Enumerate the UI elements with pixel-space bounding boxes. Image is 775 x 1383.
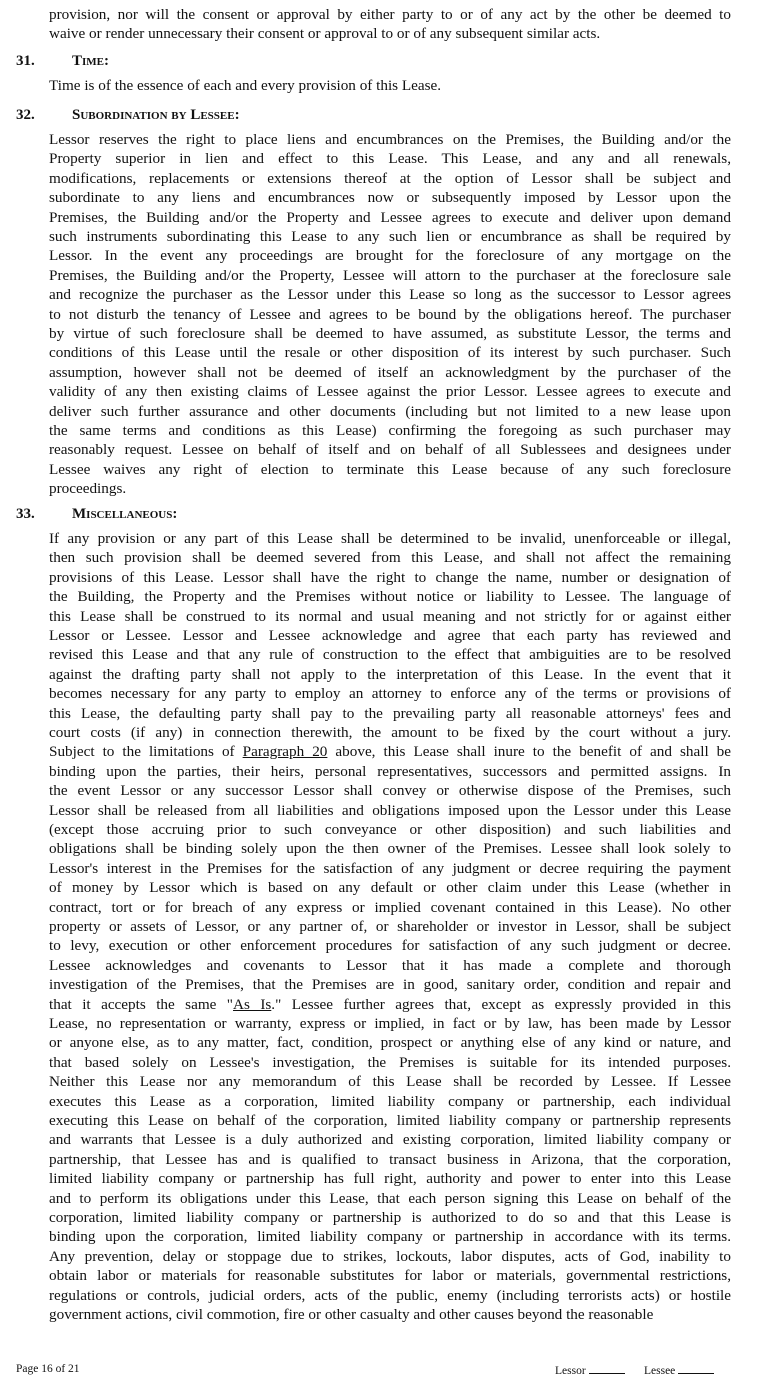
paragraph-line: waive or render unnecessary their consent or approval to or of any subsequent similar acts.	[49, 25, 601, 43]
paragraph-line: this Lease shall be construed to its normal and usual meaning and not strictly for or against either	[49, 607, 731, 625]
lessee-label: Lessee	[644, 1365, 676, 1377]
section-heading: Time:	[72, 53, 109, 69]
paragraph-line: or anyone else, as to any matter, fact, condition, prospect or anything else of any kind or nature, and	[49, 1034, 731, 1052]
paragraph-line: property or assets of Lessor, or any partner of, or shareholder or investor in Lessor, shall be subject	[49, 918, 731, 935]
paragraph-line: executing this Lease on behalf of the corporation, limited liability company or partnership represents	[49, 1112, 731, 1129]
paragraph-line: conditions of this Lease until the resale or other disposition of its interest by such purchaser. Such	[49, 344, 731, 362]
paragraph-line: then such provision shall be deemed severed from this Lease, and shall not affect the remaining	[49, 549, 731, 567]
paragraph-line: provisions of this Lease. Lessor shall have the right to change the name, number or designation of	[49, 568, 731, 586]
paragraph-line: government actions, civil commotion, fire or other casualty and other causes beyond the reasonable	[49, 1306, 654, 1323]
paragraph-line: the event Lessor or any successor Lessor shall convey or otherwise dispose of the Premises, such	[49, 782, 731, 800]
paragraph-line: partnership, that Lessee has and is qualified to transact business in Arizona, that the corporation,	[49, 1150, 731, 1168]
paragraph-line: court costs (if any) in connection therewith, the amount to be fixed by the court without a jury.	[49, 724, 731, 741]
paragraph-line: becomes necessary for any party to employ an attorney to enforce any of the terms or provisions of	[49, 685, 731, 703]
paragraph-line: obtain labor or materials for reasonable substitutes for labor or materials, governmental restrictions,	[49, 1267, 731, 1285]
paragraph-line: and to perform its obligations under this Lease, that each person signing this Lease on behalf of the	[49, 1189, 731, 1207]
paragraph-line: binding upon the parties, their heirs, personal representatives, successors and permitted assigns. In	[49, 762, 731, 780]
paragraph-line: of money by Lessor which is based on any default or other claim under this Lease (whether in	[49, 879, 731, 897]
lessee-initials	[644, 1362, 714, 1378]
paragraph-line: binding upon the corporation, limited liability company or partnership in accordance with its terms.	[49, 1228, 731, 1246]
lessor-initials-line	[589, 1362, 625, 1374]
paragraph-line: the same terms and conditions as this Lease) confirming the foregoing as such purchaser may	[49, 422, 731, 439]
paragraph-line: Lease, no representation or warranty, express or implied, in fact or by law, has been made by Lessor	[49, 1015, 731, 1032]
section-heading: Miscellaneous:	[72, 506, 178, 522]
paragraph-line: Time is of the essence of each and every provision of this Lease.	[49, 77, 442, 94]
paragraph-line: Lessor reserves the right to place liens and encumbrances on the Premises, the Building and/or the	[49, 131, 731, 148]
paragraph-line: Property superior in lien and effect to this Lease. This Lease, and any and all renewals,	[49, 150, 731, 168]
lessor-label: Lessor	[555, 1365, 586, 1377]
paragraph-line: contract, tort or for breach of any express or implied covenant contained in this Lease). No other	[49, 898, 731, 916]
paragraph-line: to levy, execution or other enforcement procedures for satisfaction of any such judgment or decree.	[49, 937, 731, 955]
paragraph-line: (except those accruing prior to such conveyance or other disposition) and such liabilities and	[49, 821, 731, 838]
paragraph-line: Lessor shall be released from all liabilities and obligations imposed upon the Lessor under this Lease	[49, 801, 731, 819]
paragraph-line: reasonably request. Lessee on behalf of itself and on behalf of all Sublessees and designees under	[49, 441, 731, 459]
page-number: Page 16 of 21	[16, 1363, 80, 1375]
paragraph-line: Subject to the limitations of Paragraph 20 above, this Lease shall inure to the benefit of and shall be	[49, 743, 732, 761]
paragraph-line: Premises, the Building and/or the Property, Lessee will attorn to the purchaser at the foreclosure sale	[49, 266, 731, 284]
paragraph-line: corporation, limited liability company or partnership is authorized to do so and that this Lease is	[49, 1209, 731, 1226]
lessor-initials	[555, 1362, 625, 1378]
paragraph-line: regulations or controls, judicial orders, acts of the public, enemy (including terrorists acts) or hostile	[49, 1286, 731, 1304]
section-heading: Subordination by Lessee:	[72, 107, 240, 123]
paragraph-line: subordinate to any liens and encumbrances now or subsequently imposed by Lessor upon the	[49, 189, 731, 207]
paragraph-line: Neither this Lease nor any memorandum of this Lease shall be recorded by Lessee. If Lessee	[49, 1073, 731, 1091]
paragraph-line: and warrants that Lessee is a duly authorized and existing corporation, limited liability company or	[49, 1131, 731, 1149]
paragraph-line: Premises, the Building and/or the Property and Lessee agrees to execute and deliver upon demand	[49, 208, 731, 226]
paragraph-line: by virtue of such foreclosure shall be deemed to have assumed, as substitute Lessor, the terms and	[49, 325, 731, 342]
lessee-initials-line	[678, 1362, 714, 1374]
paragraph-line: deliver such further assurance and other documents (including but not limited to a new lease upon	[49, 402, 731, 420]
paragraph-line: Lessor or Lessee. Lessor and Lessee acknowledge and agree that each party has reviewed and	[49, 627, 731, 644]
paragraph-line: this Lease, the defaulting party shall pay to the prevailing party all reasonable attorneys' fees and	[49, 704, 731, 722]
paragraph-line: and recognize the purchaser as the Lessor under this Lease so long as the successor to Lessor agrees	[49, 286, 731, 304]
section-number: 33.	[16, 506, 35, 522]
paragraph-line: Lessor's interest in the Premises for the satisfaction of any judgment or decree requiring the payment	[49, 859, 731, 877]
paragraph-line: validity of any then existing claims of Lessee against the prior Lessor. Lessee agrees to execute and	[49, 383, 731, 401]
section-number: 31.	[16, 53, 35, 69]
paragraph-line: revised this Lease and that any rule of construction to the effect that ambiguities are to be resolved	[49, 646, 731, 664]
paragraph-line: obligations shall be binding solely upon the then owner of the Premises. Lessee shall look solely to	[49, 840, 731, 858]
section-number: 32.	[16, 107, 35, 123]
paragraph-line: limited liability company or partnership has full right, authority and power to enter into this Lease	[49, 1170, 731, 1188]
paragraph-line: If any provision or any part of this Lease shall be determined to be invalid, unenforceable or illegal,	[49, 530, 731, 547]
paragraph-line: provision, nor will the consent or approval by either party to or of any act by the other be deemed to	[49, 6, 731, 23]
paragraph-line: to not disturb the tenancy of Lessee and agrees to be bound by the obligations hereof. The purchaser	[49, 305, 731, 323]
underlined-reference: Paragraph 20	[242, 743, 328, 761]
paragraph-line: assumption, however shall not be deemed of itself an acknowledgment by the purchaser of the	[49, 363, 731, 381]
paragraph-line: that based solely on Lessee's investigation, the Premises is suitable for its intended purposes.	[49, 1053, 731, 1071]
paragraph-line: modifications, replacements or extensions thereof at the option of Lessor shall be subject and	[49, 169, 731, 187]
paragraph-line: investigation of the Premises, that the Premises are in good, sanitary order, condition and repair and	[49, 976, 731, 994]
paragraph-line: Lessee acknowledges and covenants to Lessor that it has made a complete and thorough	[49, 956, 731, 974]
paragraph-line: that it accepts the same "As Is." Lessee further agrees that, except as expressly provided in this	[49, 995, 731, 1013]
paragraph-line: executes this Lease as a corporation, limited liability company or partnership, each individual	[49, 1092, 731, 1110]
paragraph-line: such instruments subordinating this Lease to any such lien or encumbrance as shall be required by	[49, 228, 731, 245]
paragraph-line: Lessor. In the event any proceedings are brought for the foreclosure of any mortgage on the	[49, 247, 731, 265]
paragraph-line: Lessee waives any right of election to terminate this Lease because of any such foreclosure	[49, 460, 731, 478]
paragraph-line: against the drafting party shall not apply to the interpretation of this Lease. In the event that it	[49, 665, 731, 683]
paragraph-line: the Building, the Property and the Premises without notice or liability to Lessee. The language of	[49, 588, 731, 606]
underlined-reference: As Is	[233, 995, 272, 1013]
paragraph-line: Any prevention, delay or stoppage due to strikes, lockouts, labor disputes, acts of God, inability to	[49, 1247, 731, 1265]
paragraph-line: proceedings.	[49, 480, 127, 498]
